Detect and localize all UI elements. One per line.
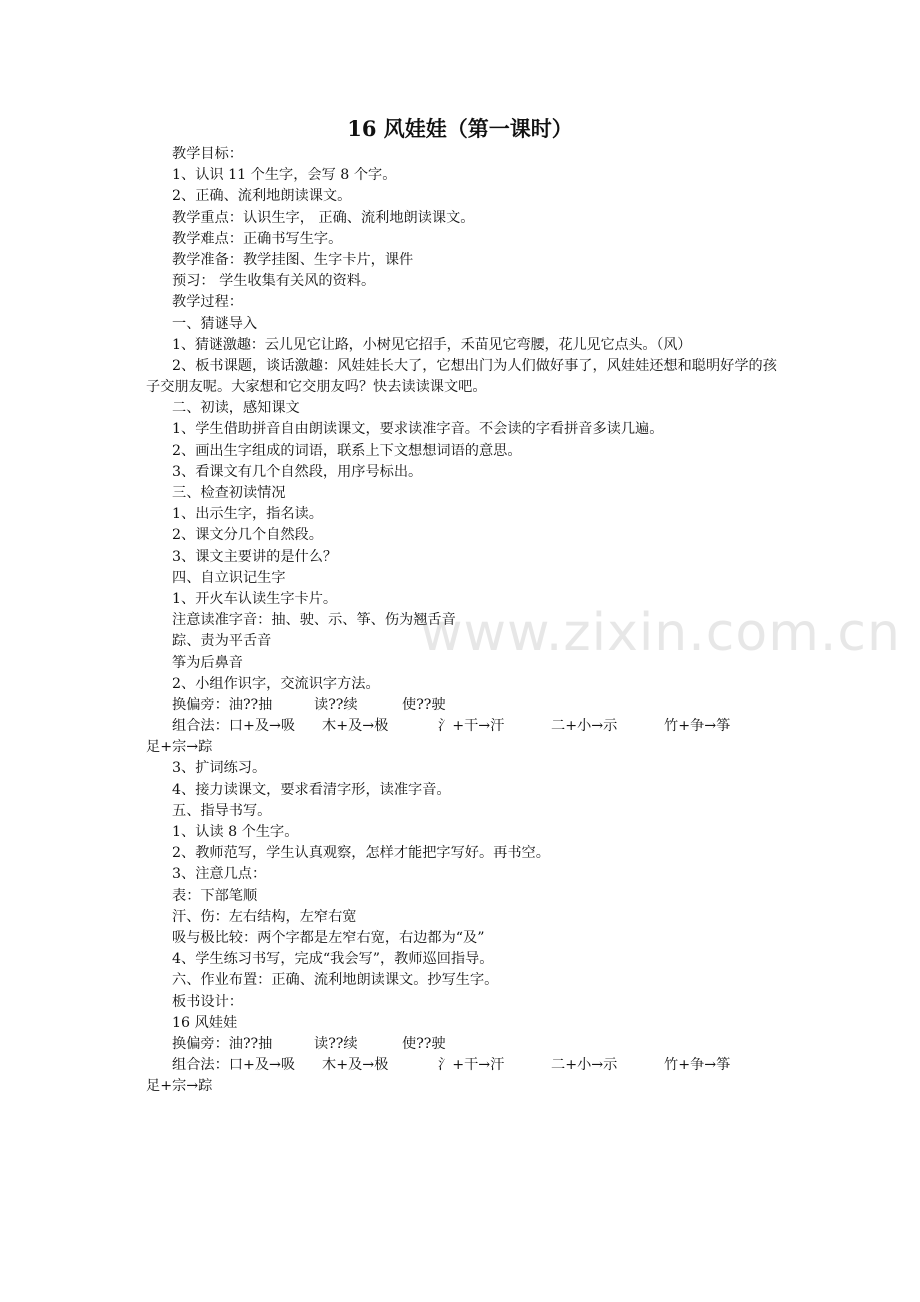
text-line: 教学准备：教学挂图、生字卡片，课件 (172, 251, 414, 268)
combination-continuation: 足+宗→踪 (146, 739, 213, 756)
text-line: 3、扩词练习。 (172, 760, 267, 777)
text-line: 注意读准字音：抽、驶、示、筝、伤为翘舌音 (172, 612, 456, 629)
radical-swap-row (146, 1034, 786, 1055)
combination-item: 氵+干→汗 (438, 1057, 505, 1074)
text-line: 汗、伤：左右结构，左窄右宽 (172, 908, 357, 925)
text-line: 筝为后鼻音 (172, 654, 243, 671)
text-line: 4、学生练习书写，完成“我会写”，教师巡回指导。 (172, 951, 494, 968)
text-paragraph: 2、板书课题，谈话激趣：风娃娃长大了，它想出门为人们做好事了，风娃娃还想和聪明好学的孩子交朋友呢。大家想和它交朋友吗？快去读读课文吧。 (146, 357, 777, 396)
text-line: 1、猜谜激趣：云儿见它让路，小树见它招手，禾苗见它弯腰，花儿见它点头。（风） (172, 336, 692, 353)
text-line: 3、课文主要讲的是什么？ (172, 548, 338, 565)
text-line: 1、开火车认读生字卡片。 (172, 590, 338, 607)
text-line: 五、指导书写。 (172, 802, 272, 819)
watermark: www.zixin.com.cn (420, 603, 901, 663)
text-line: 2、课文分几个自然段。 (172, 527, 323, 544)
text-line: 教学难点：正确书写生字。 (172, 230, 343, 247)
radical-swap-row (146, 695, 786, 716)
radical-swap-item: 使??驶 (402, 696, 446, 713)
text-line: 六、作业布置：正确、流利地朗读课文。抄写生字。 (172, 972, 499, 989)
text-line: 2、小组作识字，交流识字方法。 (172, 675, 380, 692)
combination-row (146, 716, 786, 737)
text-line: 一、猜谜导入 (172, 315, 258, 332)
text-line: 教学目标： (172, 146, 243, 162)
text-line: 2、正确、流利地朗读课文。 (172, 188, 352, 205)
radical-swap-item: 使??驶 (402, 1035, 446, 1052)
text-line: 1、认识 11 个生字，会写 8 个字。 (172, 167, 397, 184)
text-line: 二、初读，感知课文 (172, 400, 300, 417)
text-line: 三、检查初读情况 (172, 485, 286, 502)
radical-swap-item: 换偏旁：油??抽 (172, 696, 273, 713)
combination-item: 二+小→示 (551, 1057, 618, 1074)
combination-item: 组合法：口+及→吸 (172, 718, 296, 735)
text-line: 踪、责为平舌音 (172, 633, 272, 650)
text-line: 吸与极比较：两个字都是左窄右宽，右边都为“及” (172, 929, 485, 946)
combination-item: 竹+争→筝 (664, 1057, 731, 1074)
text-line: 1、学生借助拼音自由朗读课文，要求读准字音。不会读的字看拼音多读几遍。 (172, 421, 664, 438)
text-line: 教学重点：认识生字， 正确、流利地朗读课文。 (172, 209, 475, 226)
combination-item: 组合法：口+及→吸 (172, 1057, 296, 1074)
text-line: 3、注意几点： (172, 866, 267, 883)
combination-item: 木+及→极 (322, 1057, 389, 1074)
text-line: 2、教师范写，学生认真观察，怎样才能把字写好。再书空。 (172, 845, 550, 862)
document-title: 16 风娃娃（第一课时） (347, 116, 573, 141)
combination-continuation: 足+宗→踪 (146, 1078, 213, 1095)
radical-swap-item: 换偏旁：油??抽 (172, 1035, 273, 1052)
text-line: 2、画出生字组成的词语，联系上下文想想词语的意思。 (172, 442, 522, 459)
combination-row (146, 1055, 786, 1076)
text-line: 1、出示生字，指名读。 (172, 506, 323, 523)
text-line: 四、自立识记生字 (172, 569, 286, 586)
text-line: 4、接力读课文，要求看清字形，读准字音。 (172, 781, 451, 798)
text-line: 3、看课文有几个自然段，用序号标出。 (172, 463, 423, 480)
text-line: 16 风娃娃 (172, 1014, 238, 1031)
text-line: 表：下部笔顺 (172, 887, 258, 904)
text-line: 教学过程： (172, 294, 243, 311)
combination-item: 木+及→极 (322, 718, 389, 735)
combination-item: 竹+争→筝 (664, 718, 731, 735)
radical-swap-item: 读??续 (314, 1035, 358, 1052)
text-line: 预习： 学生收集有关风的资料。 (172, 273, 376, 290)
text-line: 1、认读 8 个生字。 (172, 824, 299, 841)
combination-item: 二+小→示 (551, 718, 618, 735)
text-line: 板书设计： (172, 993, 243, 1010)
combination-item: 氵+干→汗 (438, 718, 505, 735)
radical-swap-item: 读??续 (314, 696, 358, 713)
